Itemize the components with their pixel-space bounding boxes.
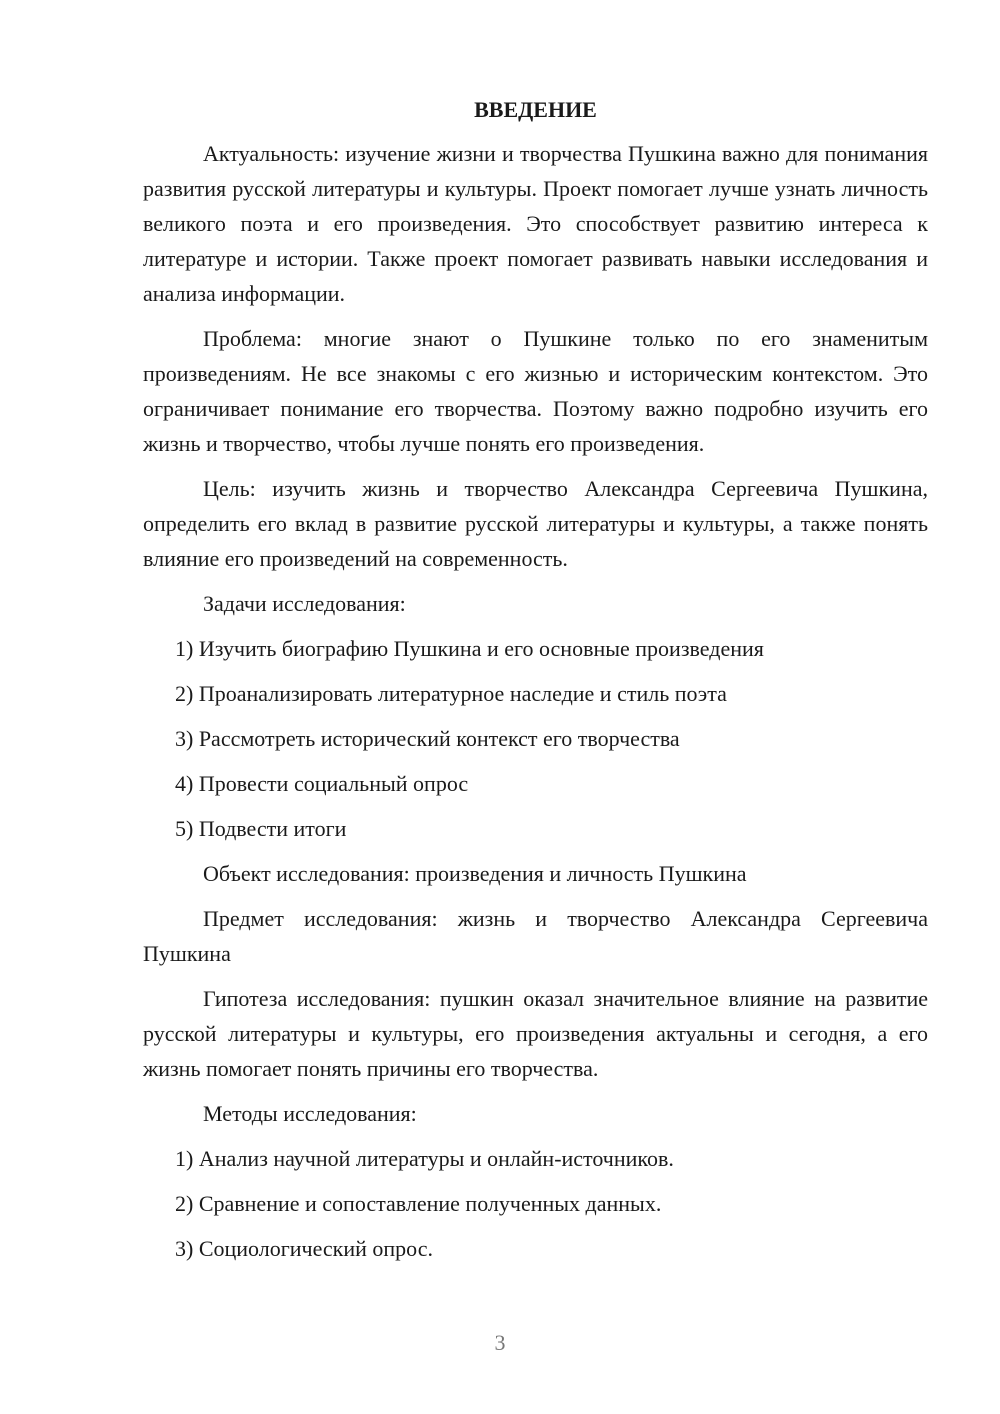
relevance-paragraph: Актуальность: изучение жизни и творчества Пушкина важно для понимания развития русской литературы и культуры. Проект помогает лучше узнать личность великого поэта и его произведения. Это способствует развитию интереса к литературе и истории. Также проект помогает развивать навыки исследования и анализа информации. bbox=[143, 141, 928, 306]
section-title: ВВЕДЕНИЕ bbox=[474, 97, 597, 122]
list-item: 2) Проанализировать литературное наследие и стиль поэта bbox=[175, 681, 727, 706]
object-paragraph: Объект исследования: произведения и личность Пушкина bbox=[203, 861, 747, 886]
tasks-heading: Задачи исследования: bbox=[203, 591, 406, 616]
subject-paragraph: Предмет исследования: жизнь и творчество Александра Сергеевича Пушкина bbox=[143, 906, 928, 966]
list-item: 3) Рассмотреть исторический контекст его творчества bbox=[175, 726, 680, 751]
methods-heading: Методы исследования: bbox=[203, 1101, 417, 1126]
goal-paragraph: Цель: изучить жизнь и творчество Александра Сергеевича Пушкина, определить его вклад в развитие русской литературы и культуры, а также понять влияние его произведений на современность. bbox=[143, 476, 928, 571]
tasks-list bbox=[143, 631, 928, 846]
hypothesis-paragraph: Гипотеза исследования: пушкин оказал значительное влияние на развитие русской литературы и культуры, его произведения актуальны и сегодня, а его жизнь помогает понять причины его творчества. bbox=[143, 986, 928, 1081]
list-item: 1) Анализ научной литературы и онлайн-источников. bbox=[175, 1146, 674, 1171]
problem-paragraph: Проблема: многие знают о Пушкине только по его знаменитым произведениям. Не все знакомы с его жизнью и историческим контекстом. Это ограничивает понимание его творчества. Поэтому важно подробно изучить его жизнь и творчество, чтобы лучше понять его произведения. bbox=[143, 326, 928, 456]
document-page bbox=[143, 90, 928, 1276]
methods-list bbox=[143, 1141, 928, 1266]
list-item: 3) Социологический опрос. bbox=[175, 1236, 433, 1261]
list-item: 2) Сравнение и сопоставление полученных данных. bbox=[175, 1191, 662, 1216]
page-number: 3 bbox=[494, 1330, 506, 1355]
list-item: 4) Провести социальный опрос bbox=[175, 771, 469, 796]
list-item: 5) Подвести итоги bbox=[175, 816, 347, 841]
list-item: 1) Изучить биографию Пушкина и его основные произведения bbox=[175, 636, 764, 661]
